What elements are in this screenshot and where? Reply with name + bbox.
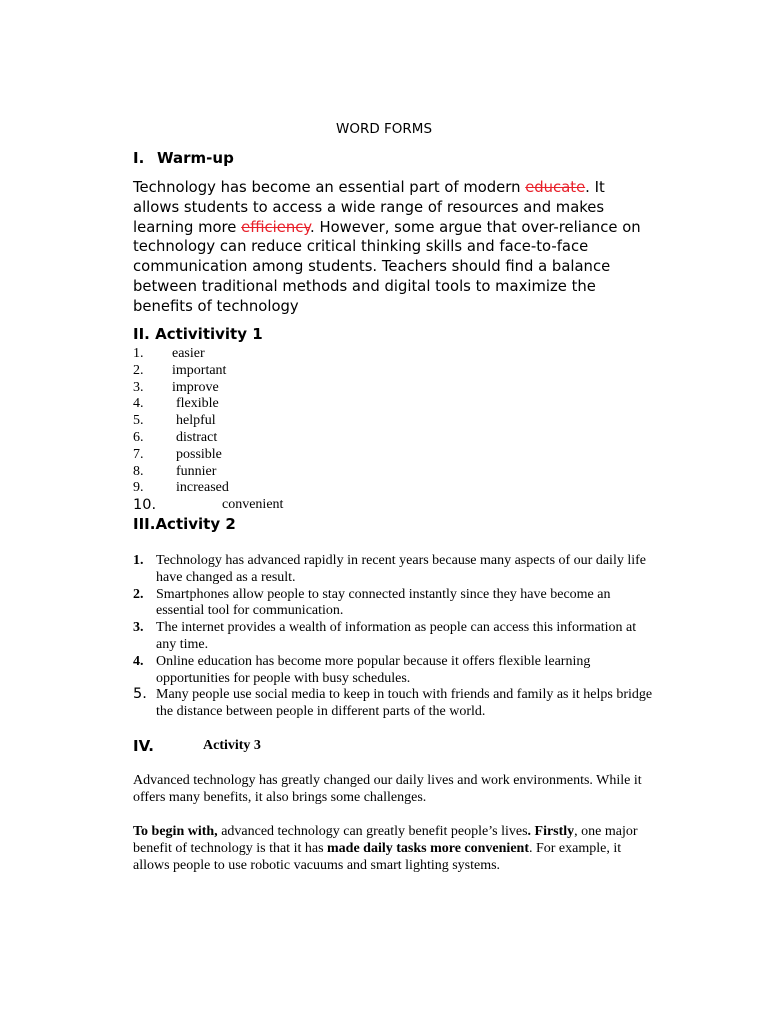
activity2-item: 5. Many people use social media to keep in touch with friends and family as it helps bridge the distance between people in different parts of the world. [133, 686, 653, 719]
activity2-item: 2. Smartphones allow people to stay connected instantly since they have become an essential tool for communication. [133, 586, 611, 619]
activity2-item: 3. The internet provides a wealth of information as people can access this information at any time. [133, 620, 637, 652]
error-word-educate: educate [525, 179, 586, 196]
warmup-text-2: . It allows students to access a wide range of resources and makes learning more [133, 179, 605, 236]
activity2-heading: III.Activity 2 [133, 515, 236, 533]
activity3-paragraph: To begin with, advanced technology can greatly benefit people’s lives. Firstly, one major benefit of technology is that it has made daily tasks more convenient. For example, it allows people to use robotic vacuums and smart lighting systems. [133, 824, 638, 873]
warmup-heading-text: Warm-up [157, 149, 234, 167]
error-word-efficiency: efficiency [241, 218, 311, 236]
activity1-heading: II. Activitivity 1 [133, 325, 263, 343]
warmup-heading [133, 149, 234, 167]
activity2-item: 1. Technology has advanced rapidly in recent years because many aspects of our daily life have changed as a result. [133, 553, 646, 585]
warmup-text-3: . However, some argue that over-reliance on technology can reduce critical thinking skills and face-to-face communication among students. Teachers should find a balance between traditional methods and digital tools to maximize the benefits of technology [133, 218, 641, 315]
activity3-intro: Advanced technology has greatly changed our daily lives and work environments. While it offers many benefits, it also brings some challenges. [133, 773, 642, 805]
warmup-number: I. [133, 149, 145, 167]
activity3-number: IV. [133, 737, 154, 755]
warmup-paragraph [133, 178, 653, 317]
activity1-list: 1. easier 2. important 3. improve 4. flexible 5. helpful 6. distract 7. possible 8. funnier 9. increased 10. convenient [133, 346, 284, 514]
warmup-text-1: Technology has become an essential part of modern [133, 179, 526, 196]
activity2-item: 4. Online education has become more popular because it offers flexible learning opportunities for people with busy schedules. [133, 654, 591, 686]
document-title: WORD FORMS [335, 121, 433, 137]
activity3-heading: Activity 3 [203, 738, 261, 753]
